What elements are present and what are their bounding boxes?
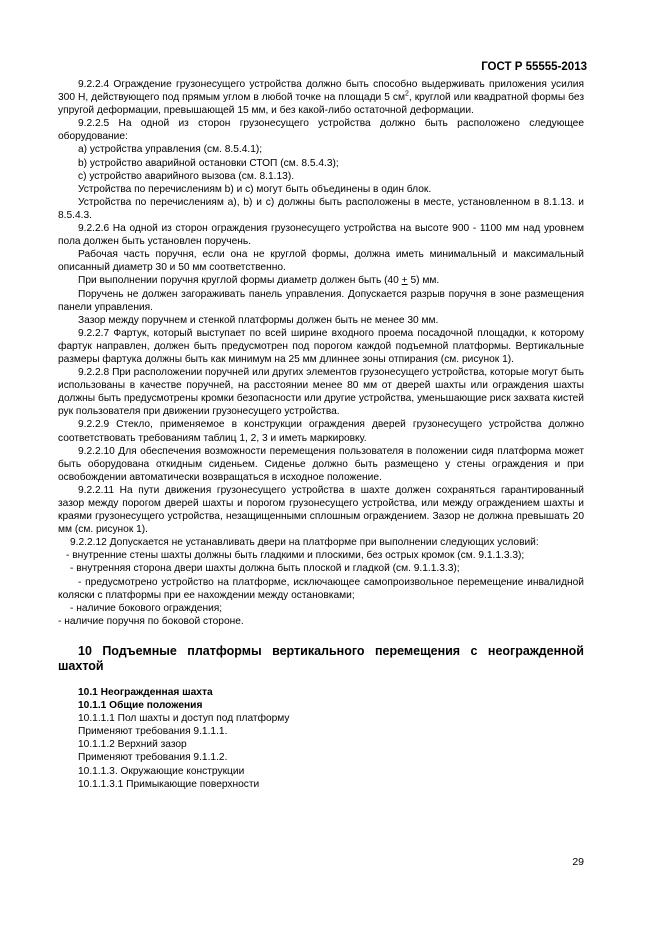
paragraph: [58, 274, 584, 287]
clause-9-2-2-8: 9.2.2.8 При расположении поручней или других элементов грузонесущего устройства, которые могут быть использованы в качестве поручней, на расстоянии менее 80 мм от дверей шахты или ограждения шахты должны быть предусмотрены кромки безопасности или другие устройства, уменьшающие риск захвата кистей рук пользователя при движении грузонесущего устройства.: [58, 367, 584, 418]
dash-item: - внутренняя сторона двери шахты должна быть плоской и гладкой (см. 9.1.1.3.3);: [70, 563, 460, 575]
document-header: ГОСТ Р 55555-2013: [481, 61, 587, 73]
clause-9-2-2-6: 9.2.2.6 На одной из сторон ограждения грузонесущего устройства на высоте 900 - 1100 мм над уровнем пола должен быть установлен поручень.: [58, 223, 584, 248]
paragraph: Зазор между поручнем и стенкой платформы должен быть не менее 30 мм.: [78, 314, 439, 326]
page-number: 29: [572, 856, 584, 868]
clause-9-2-2-4: [58, 78, 584, 117]
clause-10-1-1-3: 10.1.1.3. Окружающие конструкции: [78, 765, 245, 777]
subsection-10-1-1: 10.1.1 Общие положения: [78, 700, 203, 712]
clause-text: 9.2.2.4 Ограждение грузонесущего устройства должно быть способно выдерживать приложения усилия 300 Н, действующего под прямым углом в любой точке на площади 5 см: [58, 79, 584, 104]
text: При выполнении поручня круглой формы диаметр должен быть (40: [78, 275, 402, 287]
dash-item: - внутренние стены шахты должны быть гладкими и плоскими, без острых кромок (см. 9.1.1.3.3);: [66, 550, 525, 562]
paragraph: Устройства по перечислениям а), b) и с) должны быть расположены в месте, установленном в 8.1.13. и 8.5.4.3.: [58, 196, 584, 221]
clause-9-2-2-7: 9.2.2.7 Фартук, который выступает по всей ширине входного проема посадочной площадки, к которому фартук направлен, должен быть предусмотрен под порогом каждой подъемной платформы. Вертикальные размеры фартука должны быть как минимум на 25 мм длиннее зоны отпирания (см. рисунок 1).: [58, 327, 584, 365]
dash-item: - наличие бокового ограждения;: [70, 602, 223, 614]
subsection-10-1: 10.1 Неогражденная шахта: [78, 686, 213, 698]
section-10-heading: 10 Подъемные платформы вертикального перемещения с неогражденной шахтой: [58, 643, 584, 673]
list-item-b: b) устройство аварийной остановки СТОП (см. 8.5.4.3);: [78, 157, 339, 169]
paragraph: Рабочая часть поручня, если она не круглой формы, должна иметь минимальный и максимальный описанный диаметр 30 и 50 мм соответственно.: [58, 249, 584, 274]
clause-10-1-1-2: 10.1.1.2 Верхний зазор: [78, 739, 187, 751]
clause-9-2-2-5: 9.2.2.5 На одной из сторон грузонесущего устройства должно быть расположено следующее оборудование:: [58, 118, 584, 143]
clause-text-end: , круглой или квадратной формы без упругой деформации, превышающей 15 мм, и без какой-либо остаточной деформации.: [58, 92, 585, 117]
plus-minus: +: [401, 275, 408, 287]
superscript: 2: [404, 90, 409, 98]
clause-10-1-1-3-1: 10.1.1.3.1 Примыкающие поверхности: [78, 778, 260, 790]
dash-item: - предусмотрено устройство на платформе, исключающее самопроизвольное перемещение инвалидной коляски с платформы при ее нахождении между остановками;: [58, 576, 584, 601]
dash-item: - наличие поручня по боковой стороне.: [58, 615, 244, 627]
clause-9-2-2-10: 9.2.2.10 Для обеспечения возможности перемещения пользователя в положении сидя платформа может быть оборудована откидным сиденьем. Сиденье должно быть размещено у стены ограждения и при освобождении автоматически возвращаться в исходное положение.: [58, 445, 584, 483]
document-body: [58, 78, 584, 791]
text: 5) мм.: [407, 275, 440, 287]
list-item-c: c) устройство аварийного вызова (см. 8.1.13).: [78, 170, 295, 182]
clause-10-1-1-1: 10.1.1.1 Пол шахты и доступ под платформу: [78, 713, 290, 725]
paragraph: Применяют требования 9.1.1.2.: [78, 752, 228, 764]
paragraph: Применяют требования 9.1.1.1.: [78, 726, 228, 738]
paragraph: Поручень не должен загораживать панель управления. Допускается разрыв поручня в зоне размещения панели управления.: [58, 288, 584, 313]
clause-9-2-2-12: 9.2.2.12 Допускается не устанавливать двери на платформе при выполнении следующих условий:: [70, 537, 539, 549]
list-item-a: a) устройства управления (см. 8.5.4.1);: [78, 144, 263, 156]
clause-9-2-2-9: 9.2.2.9 Стекло, применяемое в конструкции ограждения дверей грузонесущего устройства должно соответствовать требованиям таблиц 1, 2, 3 и иметь маркировку.: [58, 419, 584, 444]
clause-9-2-2-11: 9.2.2.11 На пути движения грузонесущего устройства в шахте должен сохраняться гарантированный зазор между порогом дверей шахты и порогом грузонесущего устройства, или между ограждением шахты и краями грузонесущего устройства, незащищенными сплошным ограждением. Зазор не должна превышать 20 мм (см. рисунок 1).: [58, 484, 584, 536]
paragraph: Устройства по перечислениям b) и c) могут быть объединены в один блок.: [78, 183, 432, 195]
